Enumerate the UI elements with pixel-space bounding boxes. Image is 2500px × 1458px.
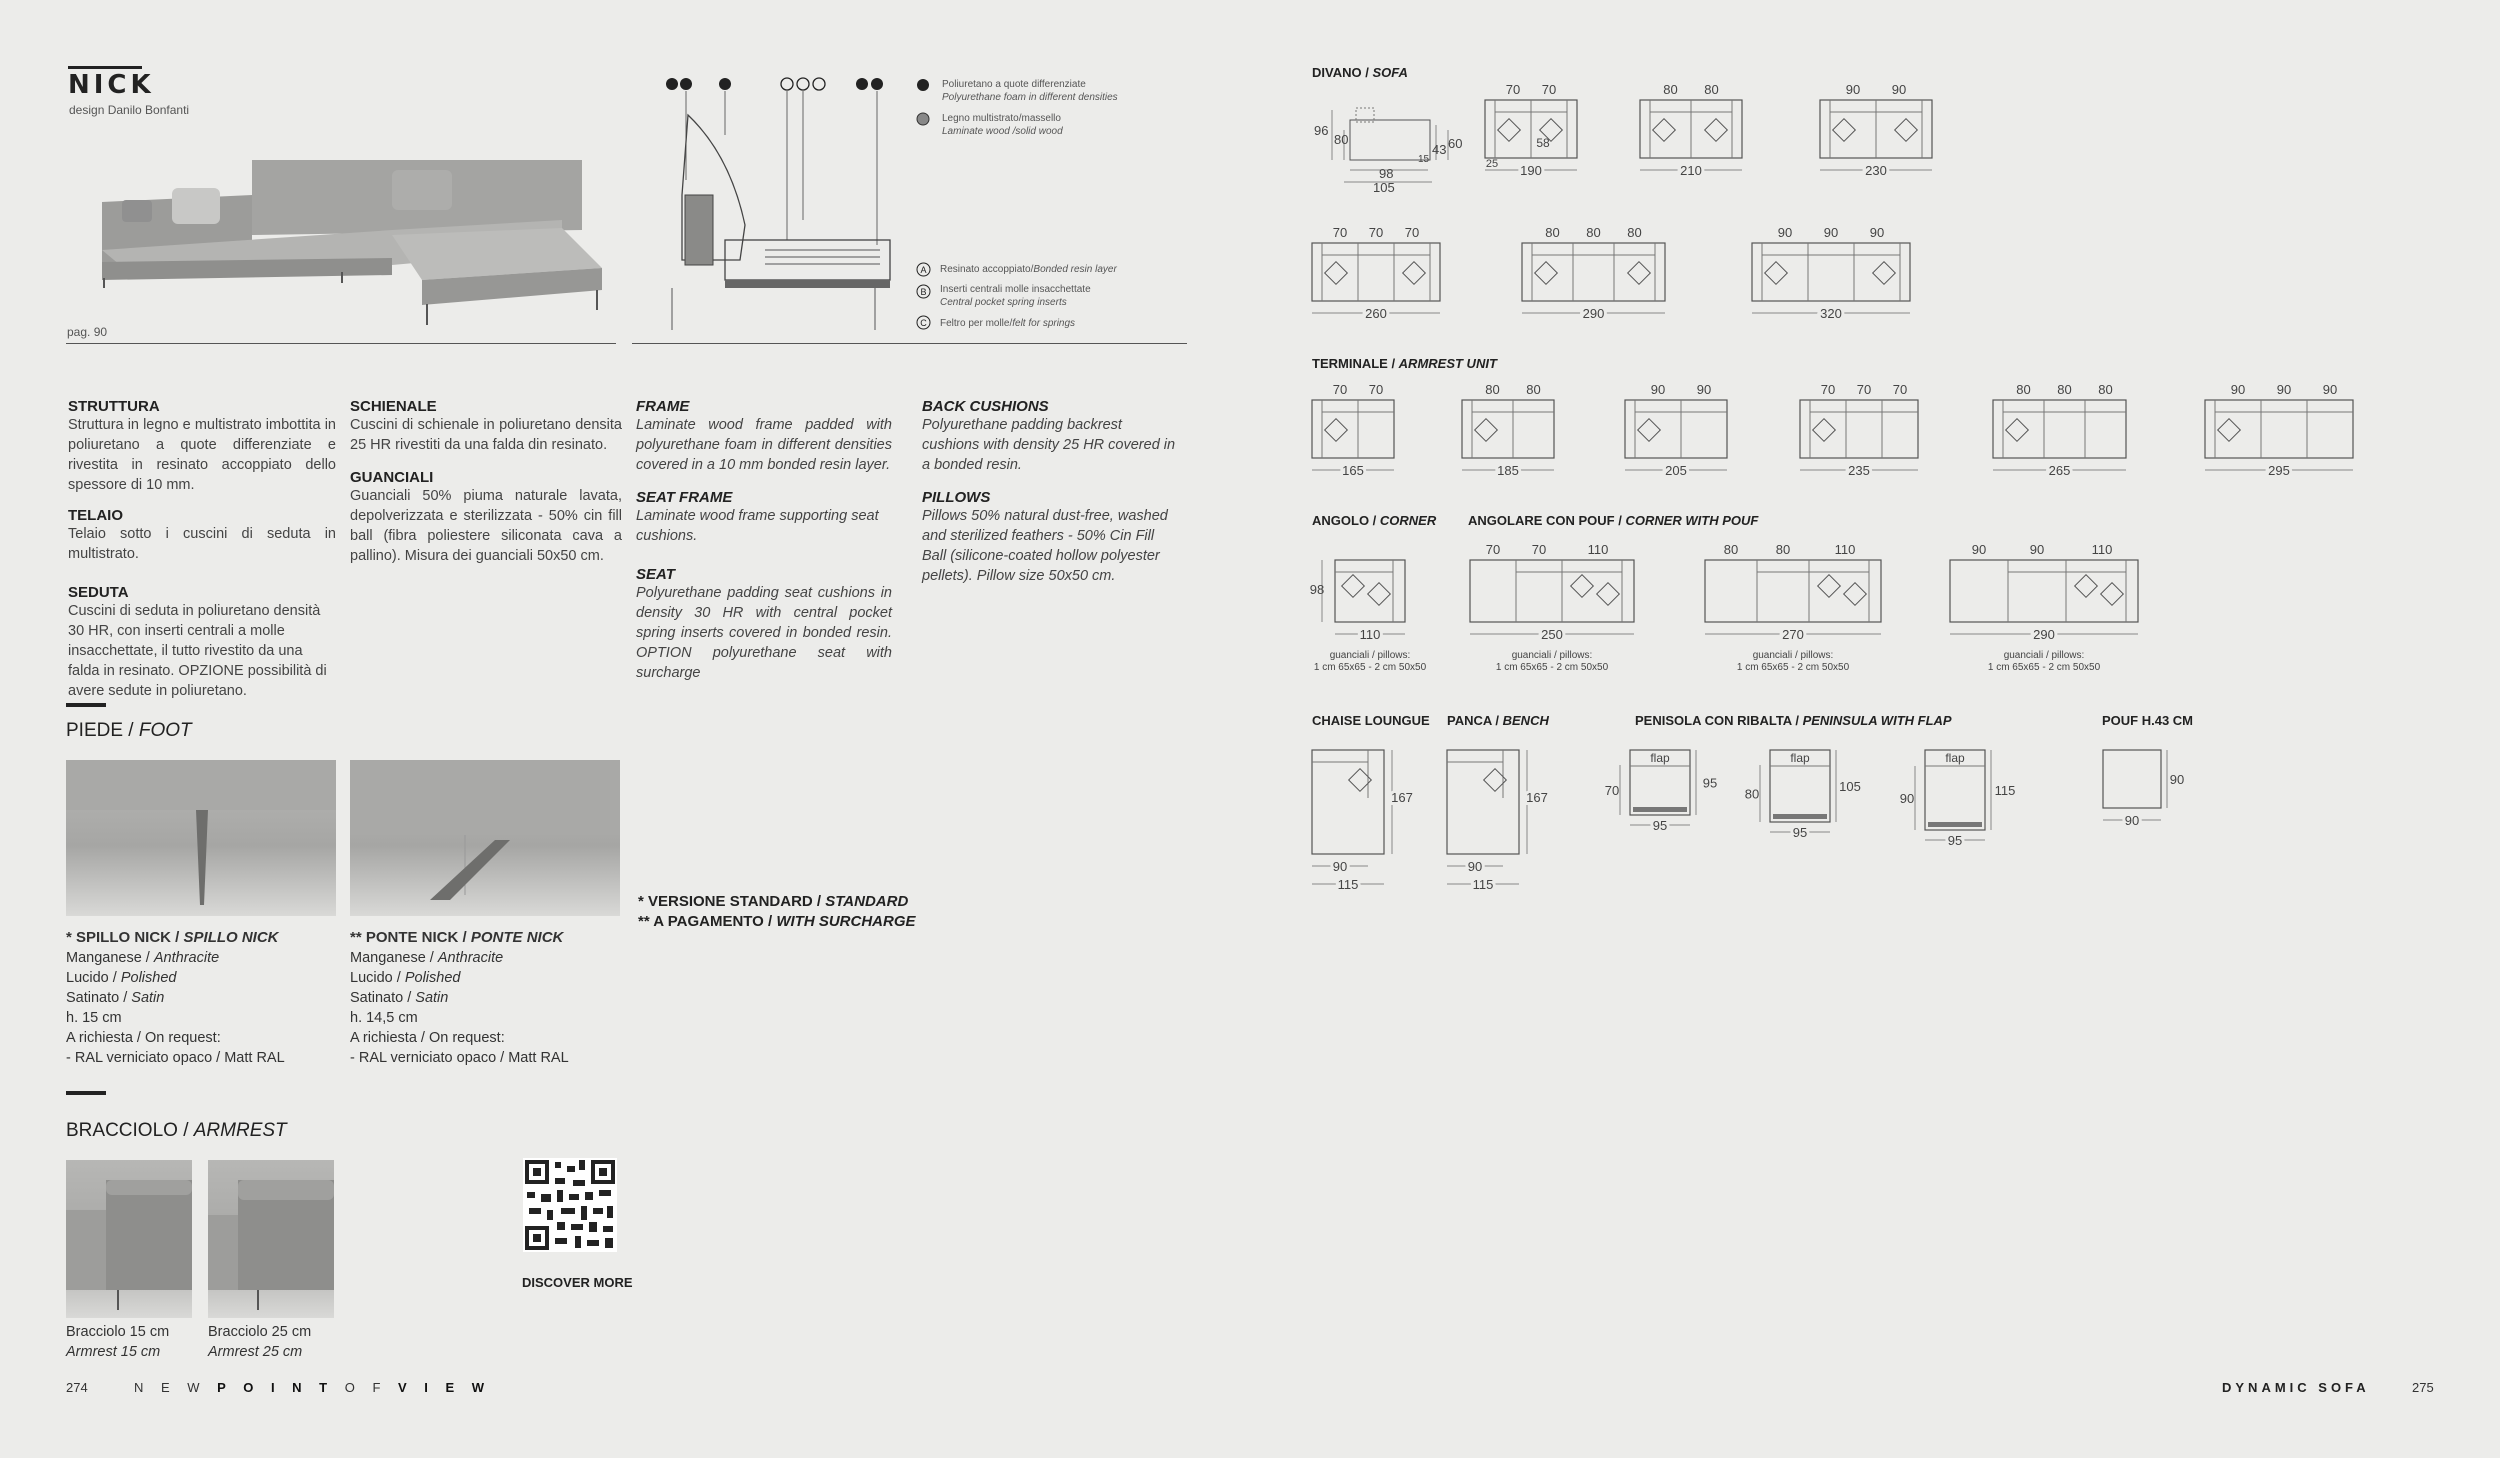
ponte-info: ** PONTE NICK / PONTE NICK Manganese / Anthracite Lucido / Polished Satinato / Satin h. 14,5 cm A richiesta / On request: - RAL verniciato opaco / Matt RAL — [350, 929, 569, 1066]
foot-notes: * VERSIONE STANDARD / STANDARD ** A PAGAMENTO / WITH SURCHARGE — [638, 893, 916, 930]
back-cushions-text: Polyurethane padding backrest cushions with density 25 HR covered in a bonded resin. — [922, 417, 1176, 473]
struttura-text: Struttura in legno e multistrato imbottita in poliuretano a quote differenziate e rivestita in resinato accoppiato dello spessore di 10 mm. — [68, 417, 336, 493]
sofa-1-depth-dim: 58 — [1536, 136, 1550, 150]
panca-depth-dim: 167 — [1526, 790, 1548, 805]
product-title: NICK — [68, 70, 155, 100]
cornerpouf-seat-dim: 90 — [1971, 542, 1987, 557]
pillow-mark — [1475, 419, 1498, 442]
qr-code[interactable] — [523, 1158, 617, 1252]
terminal-3-width-dim: 205 — [1665, 463, 1687, 478]
terminal-5-width-dim: 265 — [2048, 463, 2071, 478]
cornerpouf-seat-dim: 80 — [1775, 542, 1791, 557]
sofa-4-width-dim: 260 — [1365, 306, 1387, 321]
page-reference: pag. 90 — [67, 325, 108, 339]
pillow-mark — [1535, 262, 1558, 285]
corner-depth-dim: 98 — [1310, 582, 1325, 597]
pillow-mark — [1818, 575, 1841, 598]
terminal-6-seat-dim: 90 — [2276, 382, 2292, 397]
cornerpouf-seat-dim: 110 — [1834, 542, 1856, 557]
terminal-2-seat-dim: 80 — [1526, 382, 1541, 397]
sofa-1-arm-dim: 25 — [1485, 158, 1499, 170]
penisola-label: PENISOLA CON RIBALTA / PENINSULA WITH FLAP — [1635, 713, 1952, 728]
letter-c-icon — [916, 315, 931, 330]
frame-heading: FRAME — [636, 398, 690, 415]
peninsula-h1-dim: 90 — [1899, 791, 1915, 806]
cornerpouf-width-dim: 270 — [1782, 627, 1804, 642]
pillow-mark — [1342, 575, 1365, 598]
guanciali-heading: GUANCIALI — [350, 469, 434, 486]
terminal-4-outline — [1800, 400, 1918, 458]
svg-text:98: 98 — [1379, 166, 1394, 181]
pillow-mark — [1895, 119, 1918, 142]
foam-swatch-icon — [916, 78, 930, 92]
terminal-6-seat-dim: 90 — [2230, 382, 2246, 397]
sofa-1-seat-dim: 70 — [1541, 82, 1557, 97]
terminal-1-seat-dim: 70 — [1368, 382, 1384, 397]
terminal-5-seat-dim: 80 — [2057, 382, 2072, 397]
cornerpouf-1-outline — [1470, 560, 1634, 622]
legend-c: Feltro per molle/felt for springs — [940, 318, 1076, 329]
foot-section-bar — [66, 703, 106, 707]
sofa-3-width-dim: 230 — [1865, 163, 1887, 178]
svg-text:105: 105 — [1373, 180, 1395, 195]
terminal-5-seat-dim: 80 — [2016, 382, 2031, 397]
modular-diagrams — [1310, 70, 2490, 1420]
sofa-hero-image — [92, 140, 612, 340]
terminal-2-seat-dim: 80 — [1485, 382, 1500, 397]
terminal-6-seat-dim: 90 — [2322, 382, 2338, 397]
pillow-mark — [1873, 262, 1896, 285]
chaise-label: CHAISE LOUNGUE — [1312, 713, 1430, 728]
terminal-1-width-dim: 165 — [1342, 463, 1364, 478]
cornerpouf-width-dim: 290 — [2033, 627, 2055, 642]
svg-text:43: 43 — [1432, 142, 1447, 157]
panca-seat-dim: 90 — [1467, 859, 1483, 874]
pillow-mark — [1498, 119, 1521, 142]
letter-b-icon — [916, 284, 931, 299]
svg-text:15: 15 — [1418, 154, 1430, 165]
spillo-foot-photo — [66, 760, 336, 916]
panca-outline — [1447, 750, 1519, 854]
specs-it-col1 — [68, 398, 336, 701]
sofa-5-seat-dim: 80 — [1586, 225, 1601, 240]
svg-text:96: 96 — [1314, 123, 1329, 138]
armrest-15-caption: Bracciolo 15 cm Armrest 15 cm — [66, 1324, 170, 1360]
sofa-1-width-dim: 190 — [1520, 163, 1542, 178]
peninsula-width-dim: 95 — [1947, 833, 1963, 848]
cornerpouf-seat-dim: 90 — [2029, 542, 2045, 557]
peninsula-width-dim: 95 — [1652, 818, 1668, 833]
corner-width-dim: 110 — [1359, 627, 1381, 642]
sofa-5-width-dim: 290 — [1582, 306, 1605, 321]
sofa-3-seat-dim: 90 — [1891, 82, 1907, 97]
seat-text: Polyurethane padding seat cushions in density 30 HR with central pocket spring inserts covered in bonded resin. OPTION polyurethane seat with surcharge — [636, 585, 892, 681]
wood-swatch-icon — [916, 112, 930, 126]
chaise-depth-dim: 167 — [1391, 790, 1413, 805]
legend-foam: Poliuretano a quote differenziate Polyurethane foam in different densities — [942, 79, 1118, 103]
pillow-mark — [1571, 575, 1594, 598]
seduta-heading: SEDUTA — [68, 584, 129, 601]
legend-a: Resinato accoppiato/Bonded resin layer — [940, 264, 1117, 275]
cornerpouf-3-outline — [1950, 560, 2138, 622]
angolo-label: ANGOLO / CORNER — [1312, 513, 1437, 528]
pillow-mark — [1813, 419, 1836, 442]
legend-b: Inserti centrali molle insacchettate Central pocket spring inserts — [940, 284, 1091, 308]
peninsula-flap-label: flap — [1790, 751, 1810, 765]
seat-heading: SEAT — [636, 566, 675, 583]
svg-text:B: B — [920, 287, 927, 297]
peninsula-base — [1773, 814, 1827, 819]
sofa-6-seat-dim: 90 — [1823, 225, 1839, 240]
pillow-mark — [1403, 262, 1426, 285]
peninsula-flap-label: flap — [1650, 751, 1670, 765]
pillow-mark — [1653, 119, 1676, 142]
pillow-mark — [1325, 262, 1348, 285]
terminale-label: TERMINALE / ARMREST UNIT — [1312, 356, 1497, 371]
pillow-mark — [2075, 575, 2098, 598]
cornerpouf-seat-dim: 70 — [1531, 542, 1547, 557]
terminal-3-outline — [1625, 400, 1727, 458]
title-overline — [68, 66, 142, 69]
peninsula-base — [1633, 807, 1687, 812]
sofa-5-seat-dim: 80 — [1627, 225, 1642, 240]
corner-pillows-spec: 1 cm 65x65 - 2 cm 50x50 — [1313, 662, 1427, 673]
struttura-heading: STRUTTURA — [68, 398, 160, 415]
sofa-2-seat-dim: 80 — [1663, 82, 1678, 97]
section-divider — [632, 343, 1187, 344]
peninsula-h2-dim: 95 — [1702, 775, 1718, 791]
sofa-2-width-dim: 210 — [1680, 163, 1702, 178]
seat-frame-text: Laminate wood frame supporting seat cushions. — [636, 508, 879, 544]
svg-text:C: C — [920, 318, 927, 328]
peninsula-flap-label: flap — [1945, 751, 1965, 765]
letter-a-icon — [916, 262, 931, 277]
schienale-heading: SCHIENALE — [350, 398, 437, 415]
terminal-6-width-dim: 295 — [2268, 463, 2290, 478]
peninsula-width-dim: 95 — [1792, 825, 1808, 840]
svg-text:60: 60 — [1448, 136, 1463, 151]
chaise-width-dim: 115 — [1337, 877, 1359, 892]
cornerpouf-seat-dim: 110 — [2091, 542, 2113, 557]
pillow-mark — [1325, 419, 1348, 442]
peninsula-h1-dim: 80 — [1744, 786, 1760, 802]
terminal-4-seat-dim: 70 — [1820, 382, 1836, 397]
sofa-3-seat-dim: 90 — [1845, 82, 1861, 97]
svg-text:80: 80 — [1334, 132, 1349, 147]
frame-text: Laminate wood frame padded with polyurethane foam in different densities covered in a 10 mm bonded resin layer. — [636, 417, 892, 473]
armrest-25-photo — [208, 1160, 334, 1318]
brand-tagline: N E W P O I N T O F V I E W — [134, 1380, 492, 1395]
chaise-seat-dim: 90 — [1332, 859, 1348, 874]
pouf-outline — [2103, 750, 2161, 808]
peninsula-h2-dim: 115 — [1994, 783, 2016, 798]
angolare-pouf-label: ANGOLARE CON POUF / CORNER WITH POUF — [1468, 513, 1759, 528]
pillows-text: Pillows 50% natural dust-free, washed and sterilized feathers - 50% Cin Fill Ball (silicone-coated hollow polyester pellets). Pillow size 50x50 cm. — [922, 508, 1168, 584]
terminal-1-outline — [1312, 400, 1394, 458]
specs-it-col2 — [350, 398, 622, 566]
cornerpouf-seat-dim: 110 — [1587, 542, 1609, 557]
peninsula-h2-dim: 105 — [1839, 779, 1861, 794]
legend-wood: Legno multistrato/massello Laminate wood /solid wood — [942, 113, 1063, 137]
guanciali-text: Guanciali 50% piuma naturale lavata, depolverizzata e sterilizzata - 50% cin fill ball (fibra poliestere siliconata cava a pallino). Misura dei guanciali 50x50 cm. — [350, 488, 622, 564]
terminal-4-width-dim: 235 — [1848, 463, 1870, 478]
cornerpouf-pillows-note: guanciali / pillows: — [2003, 650, 2085, 661]
pillow-mark — [1705, 119, 1728, 142]
panca-label: PANCA / BENCH — [1447, 713, 1549, 728]
collection-name: DYNAMIC SOFA — [2222, 1380, 2370, 1395]
peninsula-base — [1928, 822, 1982, 827]
pillow-mark — [1368, 583, 1391, 606]
sofa-4-seat-dim: 70 — [1368, 225, 1384, 240]
page-number-left: 274 — [66, 1380, 88, 1395]
armrest-15-photo — [66, 1160, 192, 1318]
terminal-3-seat-dim: 90 — [1650, 382, 1666, 397]
sofa-2-seat-dim: 80 — [1704, 82, 1719, 97]
designer-credit: design Danilo Bonfanti — [69, 103, 190, 117]
panca-width-dim: 115 — [1472, 877, 1494, 892]
sofa-4-seat-dim: 70 — [1332, 225, 1348, 240]
pillow-mark — [1833, 119, 1856, 142]
sofa-6-width-dim: 320 — [1820, 306, 1842, 321]
pouf-width-dim: 90 — [2124, 813, 2140, 828]
terminal-2-width-dim: 185 — [1497, 463, 1519, 478]
peninsula-h1-dim: 70 — [1604, 783, 1620, 798]
terminal-4-seat-dim: 70 — [1892, 382, 1908, 397]
pillow-mark — [2218, 419, 2241, 442]
foot-section-title: PIEDE / FOOT — [66, 720, 192, 741]
cornerpouf-pillows-note: guanciali / pillows: — [1752, 650, 1834, 661]
pillow-mark — [1597, 583, 1620, 606]
armrest-section-bar — [66, 1091, 106, 1095]
terminal-5-outline — [1993, 400, 2126, 458]
terminal-6-outline — [2205, 400, 2353, 458]
specs-en-col1 — [636, 398, 892, 683]
armrest-section-title: BRACCIOLO / ARMREST — [66, 1120, 287, 1141]
cornerpouf-seat-dim: 80 — [1723, 542, 1739, 557]
sofa-6-seat-dim: 90 — [1777, 225, 1793, 240]
pouf-depth-dim: 90 — [2169, 772, 2185, 787]
seat-frame-heading: SEAT FRAME — [636, 489, 733, 506]
cornerpouf-2-outline — [1705, 560, 1881, 622]
spillo-info: * SPILLO NICK / SPILLO NICK Manganese / Anthracite Lucido / Polished Satinato / Satin h. 15 cm A richiesta / On request: - RAL verniciato opaco / Matt RAL — [66, 929, 285, 1066]
pillow-mark — [2006, 419, 2029, 442]
svg-text:A: A — [920, 265, 927, 275]
terminal-5-seat-dim: 80 — [2098, 382, 2113, 397]
pouf-label: POUF H.43 CM — [2102, 713, 2194, 728]
sofa-1-seat-dim: 70 — [1505, 82, 1521, 97]
pillow-mark — [1638, 419, 1661, 442]
sofa-4-outline — [1312, 243, 1440, 301]
cornerpouf-pillows-spec: 1 cm 65x65 - 2 cm 50x50 — [1987, 662, 2101, 673]
pillow-mark — [1765, 262, 1788, 285]
schienale-text: Cuscini di schienale in poliuretano densita 25 HR rivestiti da una falda din resinato. — [350, 417, 622, 453]
corner-pillows-note: guanciali / pillows: — [1329, 650, 1411, 661]
hero-divider — [66, 343, 616, 344]
terminal-4-seat-dim: 70 — [1856, 382, 1872, 397]
specs-en-col2 — [922, 398, 1180, 586]
page-number-right: 275 — [2412, 1380, 2434, 1395]
chaise-outline — [1312, 750, 1384, 854]
telaio-text: Telaio sotto i cuscini di seduta in multistrato. — [68, 526, 336, 562]
cross-section-drawing — [640, 65, 1200, 345]
sofa-5-outline — [1522, 243, 1665, 301]
back-cushions-heading: BACK CUSHIONS — [922, 398, 1049, 415]
sofa-6-seat-dim: 90 — [1869, 225, 1885, 240]
sofa-5-seat-dim: 80 — [1545, 225, 1560, 240]
sofa-6-outline — [1752, 243, 1910, 301]
pillow-mark — [2101, 583, 2124, 606]
cornerpouf-pillows-spec: 1 cm 65x65 - 2 cm 50x50 — [1495, 662, 1609, 673]
seduta-text: Cuscini di seduta in poliuretano densità 30 HR, con inserti centrali a molle insacchettate, il tutto rivestito da una falda in resinato. OPZIONE possibilità di avere sedute in poliuretano. — [68, 603, 327, 699]
discover-more-link[interactable]: DISCOVER MORE — [522, 1275, 633, 1290]
divano-label: DIVANO / SOFA — [1312, 65, 1408, 80]
ponte-foot-photo — [350, 760, 620, 916]
pillow-mark — [1628, 262, 1651, 285]
cornerpouf-pillows-note: guanciali / pillows: — [1511, 650, 1593, 661]
pillow-mark — [1844, 583, 1867, 606]
sofa-4-seat-dim: 70 — [1404, 225, 1420, 240]
terminal-3-seat-dim: 90 — [1696, 382, 1712, 397]
telaio-heading: TELAIO — [68, 507, 123, 524]
pillows-heading: PILLOWS — [922, 489, 991, 506]
armrest-25-caption: Bracciolo 25 cm Armrest 25 cm — [208, 1324, 312, 1360]
cornerpouf-width-dim: 250 — [1541, 627, 1563, 642]
terminal-1-seat-dim: 70 — [1332, 382, 1348, 397]
cornerpouf-pillows-spec: 1 cm 65x65 - 2 cm 50x50 — [1736, 662, 1850, 673]
cornerpouf-seat-dim: 70 — [1485, 542, 1501, 557]
